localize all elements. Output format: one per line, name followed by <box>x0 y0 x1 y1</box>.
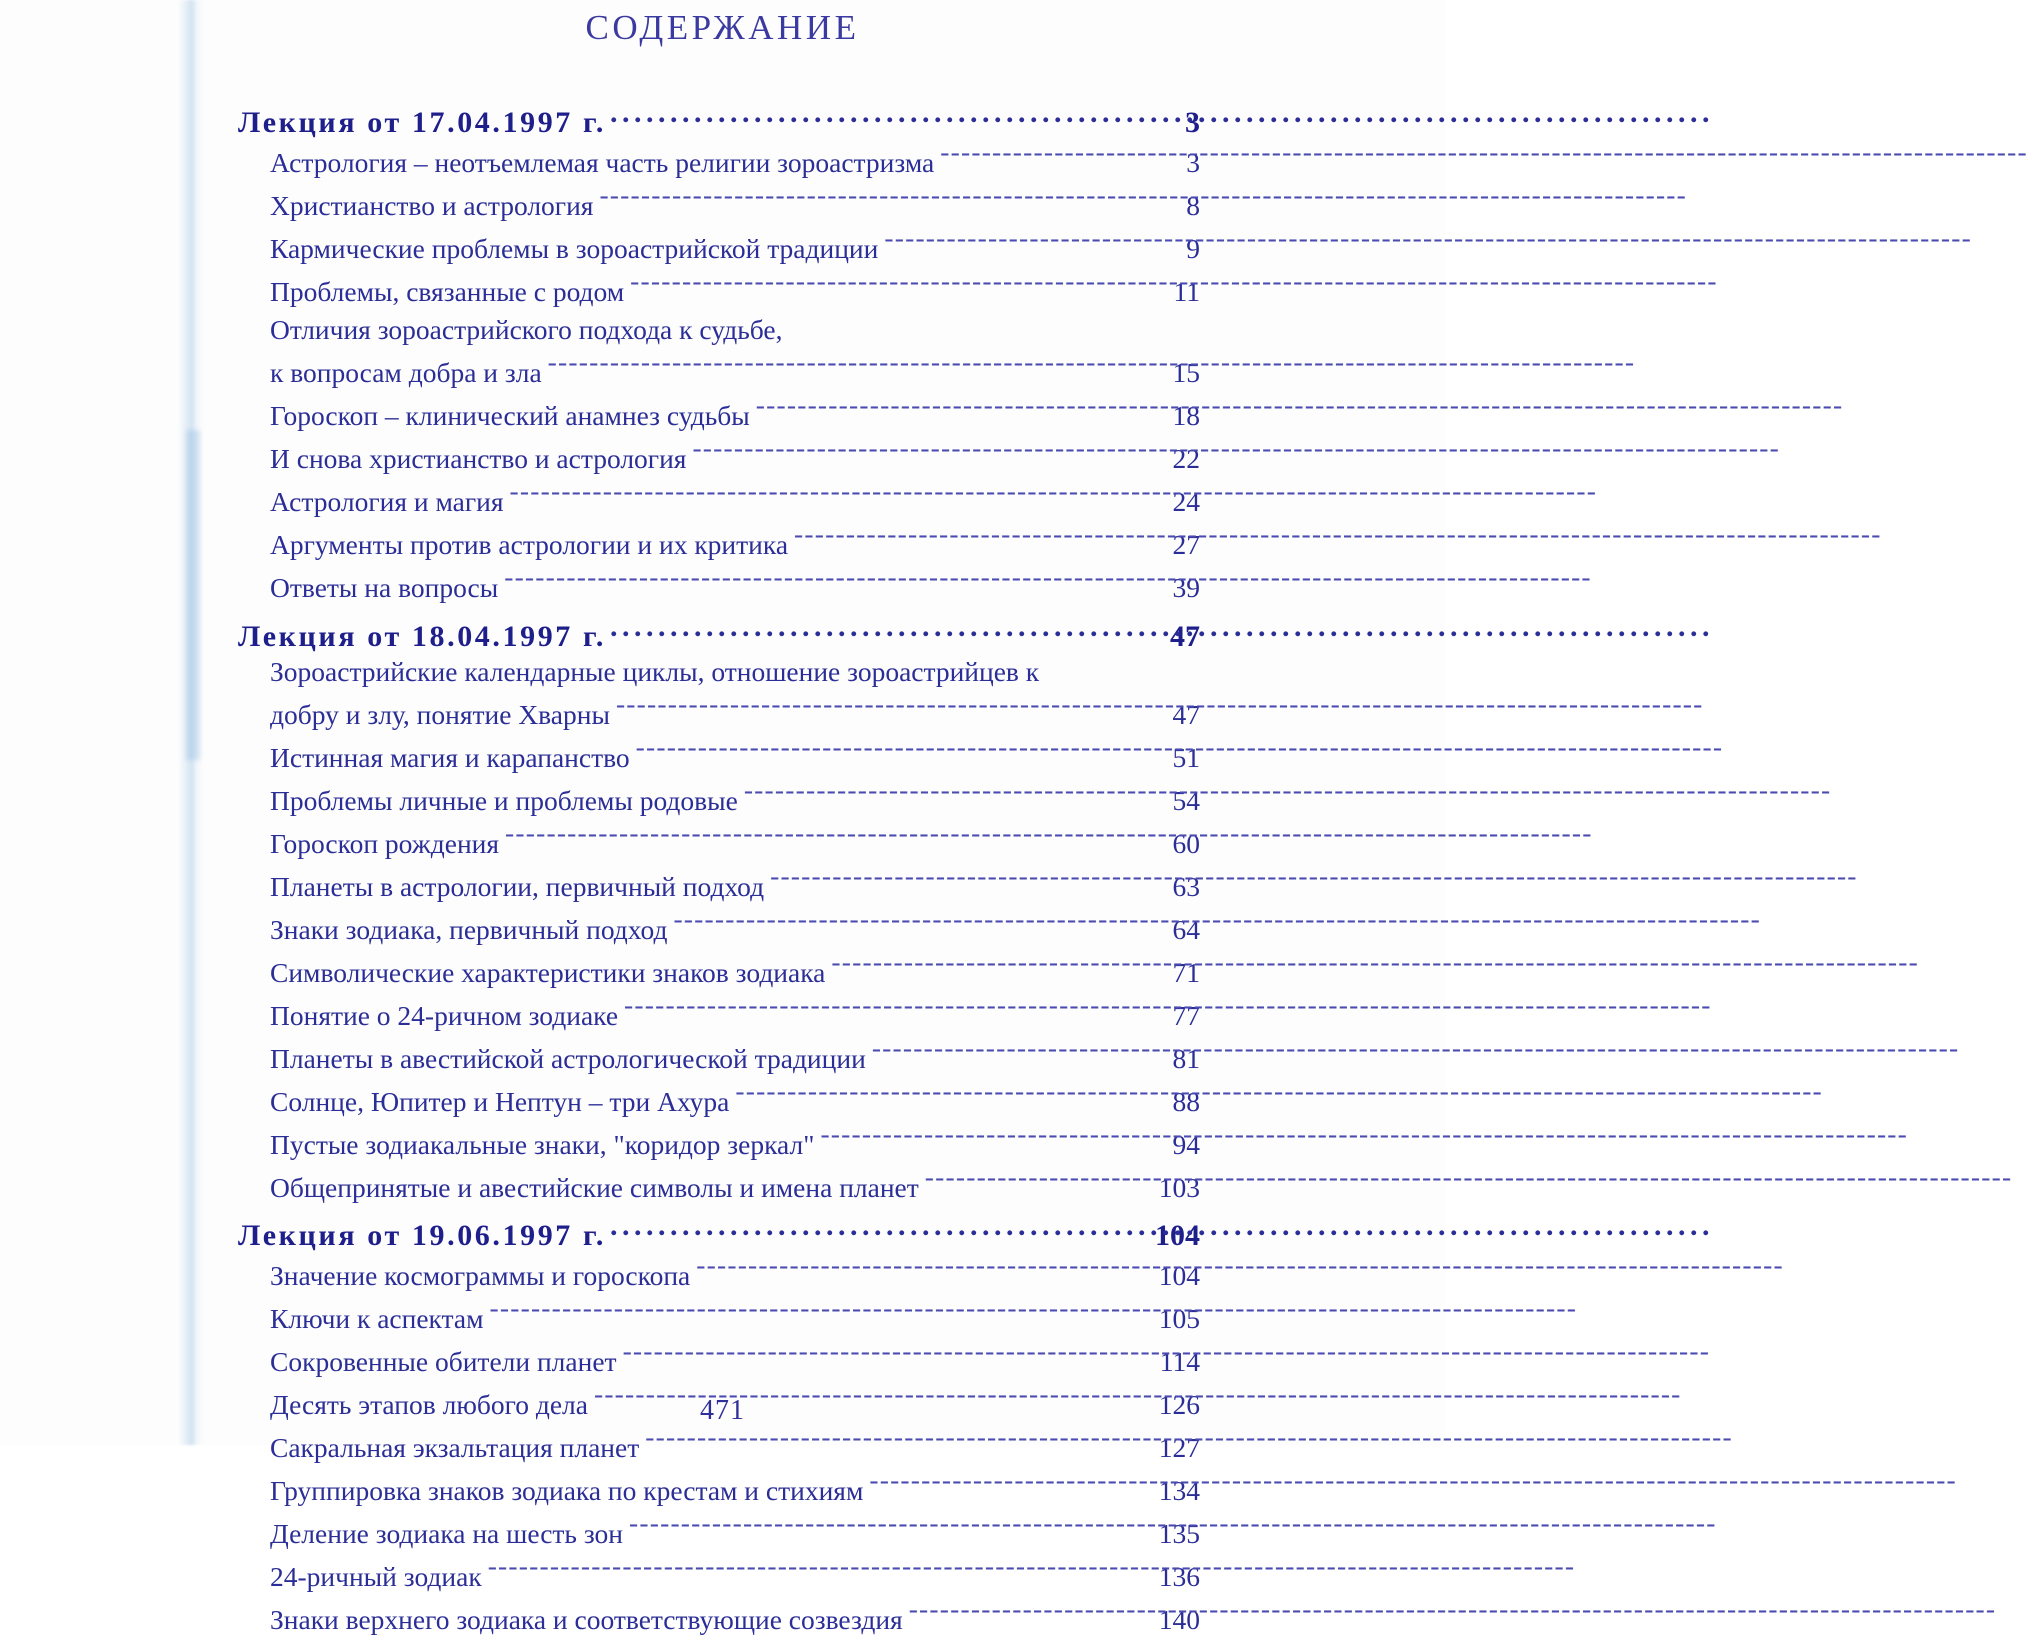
dot-leader <box>610 616 1168 646</box>
toc-entry-page-number: 88 <box>1172 1085 1200 1117</box>
scan-artifact-band <box>186 430 200 760</box>
dash-leader <box>548 355 1160 383</box>
toc-entry[interactable] <box>270 355 1200 387</box>
dash-leader <box>872 1040 1160 1068</box>
toc-entry-page-number: 3 <box>1186 146 1200 178</box>
toc-entry-label: добру и злу, понятие Хварны <box>270 698 610 730</box>
toc-entry-label: Проблемы, связанные с родом <box>270 275 625 307</box>
dash-leader <box>940 144 1160 172</box>
toc-entry[interactable] <box>270 1558 1200 1590</box>
toc-entry[interactable] <box>270 1083 1200 1115</box>
dash-leader <box>504 570 1160 598</box>
toc-entry-page-number: 51 <box>1172 741 1200 773</box>
toc-entry[interactable] <box>270 997 1200 1029</box>
toc-entry-label: Символические характеристики знаков зодиака <box>270 956 826 988</box>
toc-entry[interactable] <box>270 187 1200 219</box>
toc-entry-label: Астрология – неотъемлемая часть религии зороастризма <box>270 146 935 178</box>
toc-entry-label-line1: Зороастрийские календарные циклы, отношение зороастрийцев к <box>270 655 1040 687</box>
toc-entry-page-number: 24 <box>1172 486 1200 517</box>
toc-entry-label: Проблемы личные и проблемы родовые <box>270 784 738 816</box>
lecture-heading[interactable] <box>238 616 1200 654</box>
dash-leader <box>744 782 1160 810</box>
toc-entry[interactable] <box>270 911 1200 943</box>
toc-entry-page-number: 60 <box>1172 827 1200 859</box>
toc-entry-label: Понятие о 24-ричном зодиаке <box>270 999 619 1031</box>
toc-entry[interactable] <box>270 696 1200 728</box>
toc-entry-page-number: 136 <box>1158 1560 1200 1592</box>
toc-entry-page-number: 54 <box>1172 784 1200 816</box>
toc-entry-page-number: 9 <box>1186 232 1200 264</box>
toc-entry-label: Деление зодиака на шесть зон <box>270 1517 624 1549</box>
dot-leader <box>610 102 1172 132</box>
toc-entry-label: Планеты в астрологии, первичный подход <box>270 870 765 902</box>
lecture-heading-page-number: 47 <box>1170 619 1200 653</box>
toc-entry[interactable] <box>270 1601 1200 1633</box>
toc-entry-label-line1: Отличия зороастрийского подхода к судьбе, <box>270 314 783 345</box>
toc-entry-page-number: 15 <box>1172 357 1200 388</box>
toc-entry[interactable] <box>270 570 1200 602</box>
toc-entry-page-number: 103 <box>1158 1171 1200 1203</box>
toc-entry-page-number: 104 <box>1158 1259 1200 1291</box>
lecture-heading[interactable] <box>238 1215 1200 1253</box>
toc-entry-label: Гороскоп – клинический анамнез судьбы <box>270 400 750 431</box>
dash-leader <box>645 1429 1153 1457</box>
dash-leader <box>696 1257 1152 1285</box>
toc-entry-label: И снова христианство и астрология <box>270 443 687 474</box>
toc-entry-page-number: 127 <box>1158 1431 1200 1463</box>
dash-leader <box>673 911 1160 939</box>
lecture-heading-label: Лекция от 17.04.1997 г. <box>238 106 606 139</box>
dash-leader <box>925 1169 1153 1197</box>
toc-entry[interactable] <box>270 739 1200 771</box>
toc-entry-label: 24-ричный зодиак <box>270 1560 482 1592</box>
toc-entry[interactable] <box>270 144 1200 176</box>
toc-entry-page-number: 64 <box>1172 913 1200 945</box>
dash-leader <box>488 1558 1153 1586</box>
dash-leader <box>629 1515 1153 1543</box>
toc-entry-label: Аргументы против астрологии и их критика <box>270 529 789 560</box>
toc-entry-label: Христианство и астрология <box>270 189 594 221</box>
toc-entry[interactable] <box>270 1515 1200 1547</box>
toc-entry[interactable] <box>270 782 1200 814</box>
lecture-heading-label: Лекция от 18.04.1997 г. <box>238 619 606 653</box>
toc-entry-multiline[interactable] <box>270 316 1200 387</box>
toc-entry-label: Солнце, Юпитер и Нептун – три Ахура <box>270 1085 730 1117</box>
toc-entry-page-number: 18 <box>1172 400 1200 431</box>
page-title: СОДЕРЖАНИЕ <box>585 8 860 47</box>
toc-entry-label: к вопросам добра и зла <box>270 357 542 388</box>
dash-leader <box>630 273 1160 301</box>
toc-entry-label: Сакральная экзальтация планет <box>270 1431 640 1463</box>
toc-entry-label: Группировка знаков зодиака по крестам и стихиям <box>270 1474 864 1506</box>
toc-entry[interactable] <box>270 1126 1200 1158</box>
toc-entry-multiline[interactable] <box>270 655 1200 730</box>
toc-entry-label: Истинная магия и карапанство <box>270 741 630 773</box>
toc-entry-label: Знаки верхнего зодиака и соответствующие созвездия <box>270 1603 903 1635</box>
dash-leader <box>510 484 1160 512</box>
dash-leader <box>909 1601 1153 1629</box>
dash-leader <box>794 527 1160 555</box>
toc-entry-page-number: 8 <box>1186 189 1200 221</box>
toc-entry-label: Ключи к аспектам <box>270 1302 484 1334</box>
toc-entry[interactable] <box>270 1429 1200 1461</box>
toc-entry-page-number: 81 <box>1172 1042 1200 1074</box>
toc-entry-page-number: 39 <box>1172 572 1200 603</box>
toc-entry[interactable] <box>270 825 1200 857</box>
toc-entry-label: Астрология и магия <box>270 486 504 517</box>
toc-entry-page-number: 114 <box>1159 1345 1200 1377</box>
dash-leader <box>831 954 1160 982</box>
dash-leader <box>770 868 1160 896</box>
toc-entry[interactable] <box>270 1169 1200 1201</box>
toc-entry-page-number: 63 <box>1172 870 1200 902</box>
dash-leader <box>820 1126 1160 1154</box>
toc-entry-label: Планеты в авестийской астрологической традиции <box>270 1042 866 1074</box>
toc-entry[interactable] <box>270 398 1200 430</box>
toc-entry-label: Кармические проблемы в зороастрийской традиции <box>270 232 879 264</box>
dash-leader <box>735 1083 1160 1111</box>
scan-artifact <box>178 0 204 1445</box>
toc-entry-page-number: 77 <box>1172 999 1200 1031</box>
toc-entry-page-number: 22 <box>1172 443 1200 474</box>
dash-leader <box>869 1472 1152 1500</box>
lecture-heading-page-number: 104 <box>1155 1219 1200 1252</box>
dash-leader <box>692 441 1160 469</box>
toc-entry[interactable] <box>270 1343 1200 1375</box>
lecture-heading[interactable] <box>238 102 1200 140</box>
page-number-folio: 471 <box>700 1395 745 1426</box>
toc-entry-label: Десять этапов любого дела <box>270 1388 588 1420</box>
toc-entry-page-number: 94 <box>1172 1128 1200 1160</box>
dash-leader <box>505 825 1160 853</box>
dash-leader <box>756 398 1160 426</box>
toc-entry[interactable] <box>270 484 1200 516</box>
toc-entry-page-number: 126 <box>1158 1388 1200 1420</box>
dot-leader <box>610 1215 1153 1245</box>
dash-leader <box>636 739 1160 767</box>
dash-leader <box>616 696 1160 724</box>
toc-entry-label: Гороскоп рождения <box>270 827 500 859</box>
toc-entry[interactable] <box>270 1472 1200 1504</box>
toc-entry-label: Пустые зодиакальные знаки, "коридор зеркал" <box>270 1128 815 1160</box>
toc-entry-page-number: 71 <box>1172 956 1200 988</box>
dash-leader <box>623 1343 1154 1371</box>
toc-entry[interactable] <box>270 954 1200 986</box>
lecture-heading-page-number: 3 <box>1185 106 1200 139</box>
toc-entry[interactable] <box>270 1257 1200 1289</box>
toc-entry-label: Сокровенные обители планет <box>270 1345 617 1377</box>
toc-entry-label: Знаки зодиака, первичный подход <box>270 913 668 945</box>
toc-entry-page-number: 140 <box>1158 1603 1200 1635</box>
toc-entry-page-number: 27 <box>1172 529 1200 560</box>
toc-entry-label: Общепринятые и авестийские символы и имена планет <box>270 1171 919 1203</box>
toc-entry-page-number: 134 <box>1158 1474 1200 1506</box>
dash-leader <box>624 997 1160 1025</box>
toc-entry[interactable] <box>270 441 1200 473</box>
dash-leader <box>884 230 1160 258</box>
toc-entry-label: Ответы на вопросы <box>270 572 499 603</box>
toc-entry-label: Значение космограммы и гороскопа <box>270 1259 691 1291</box>
toc-entry-page-number: 47 <box>1172 698 1200 730</box>
dash-leader <box>490 1300 1153 1328</box>
toc-entry[interactable] <box>270 1040 1200 1072</box>
toc-entry-page-number: 135 <box>1158 1517 1200 1549</box>
toc-entry[interactable] <box>270 230 1200 262</box>
lecture-heading-label: Лекция от 19.06.1997 г. <box>238 1219 606 1252</box>
toc-entry[interactable] <box>270 1300 1200 1332</box>
toc-entry[interactable] <box>270 868 1200 900</box>
toc-entry-page-number: 11 <box>1173 275 1200 307</box>
toc-entry[interactable] <box>270 273 1200 305</box>
dash-leader <box>599 187 1160 215</box>
toc-entry[interactable] <box>270 527 1200 559</box>
toc-entry-page-number: 105 <box>1158 1302 1200 1334</box>
